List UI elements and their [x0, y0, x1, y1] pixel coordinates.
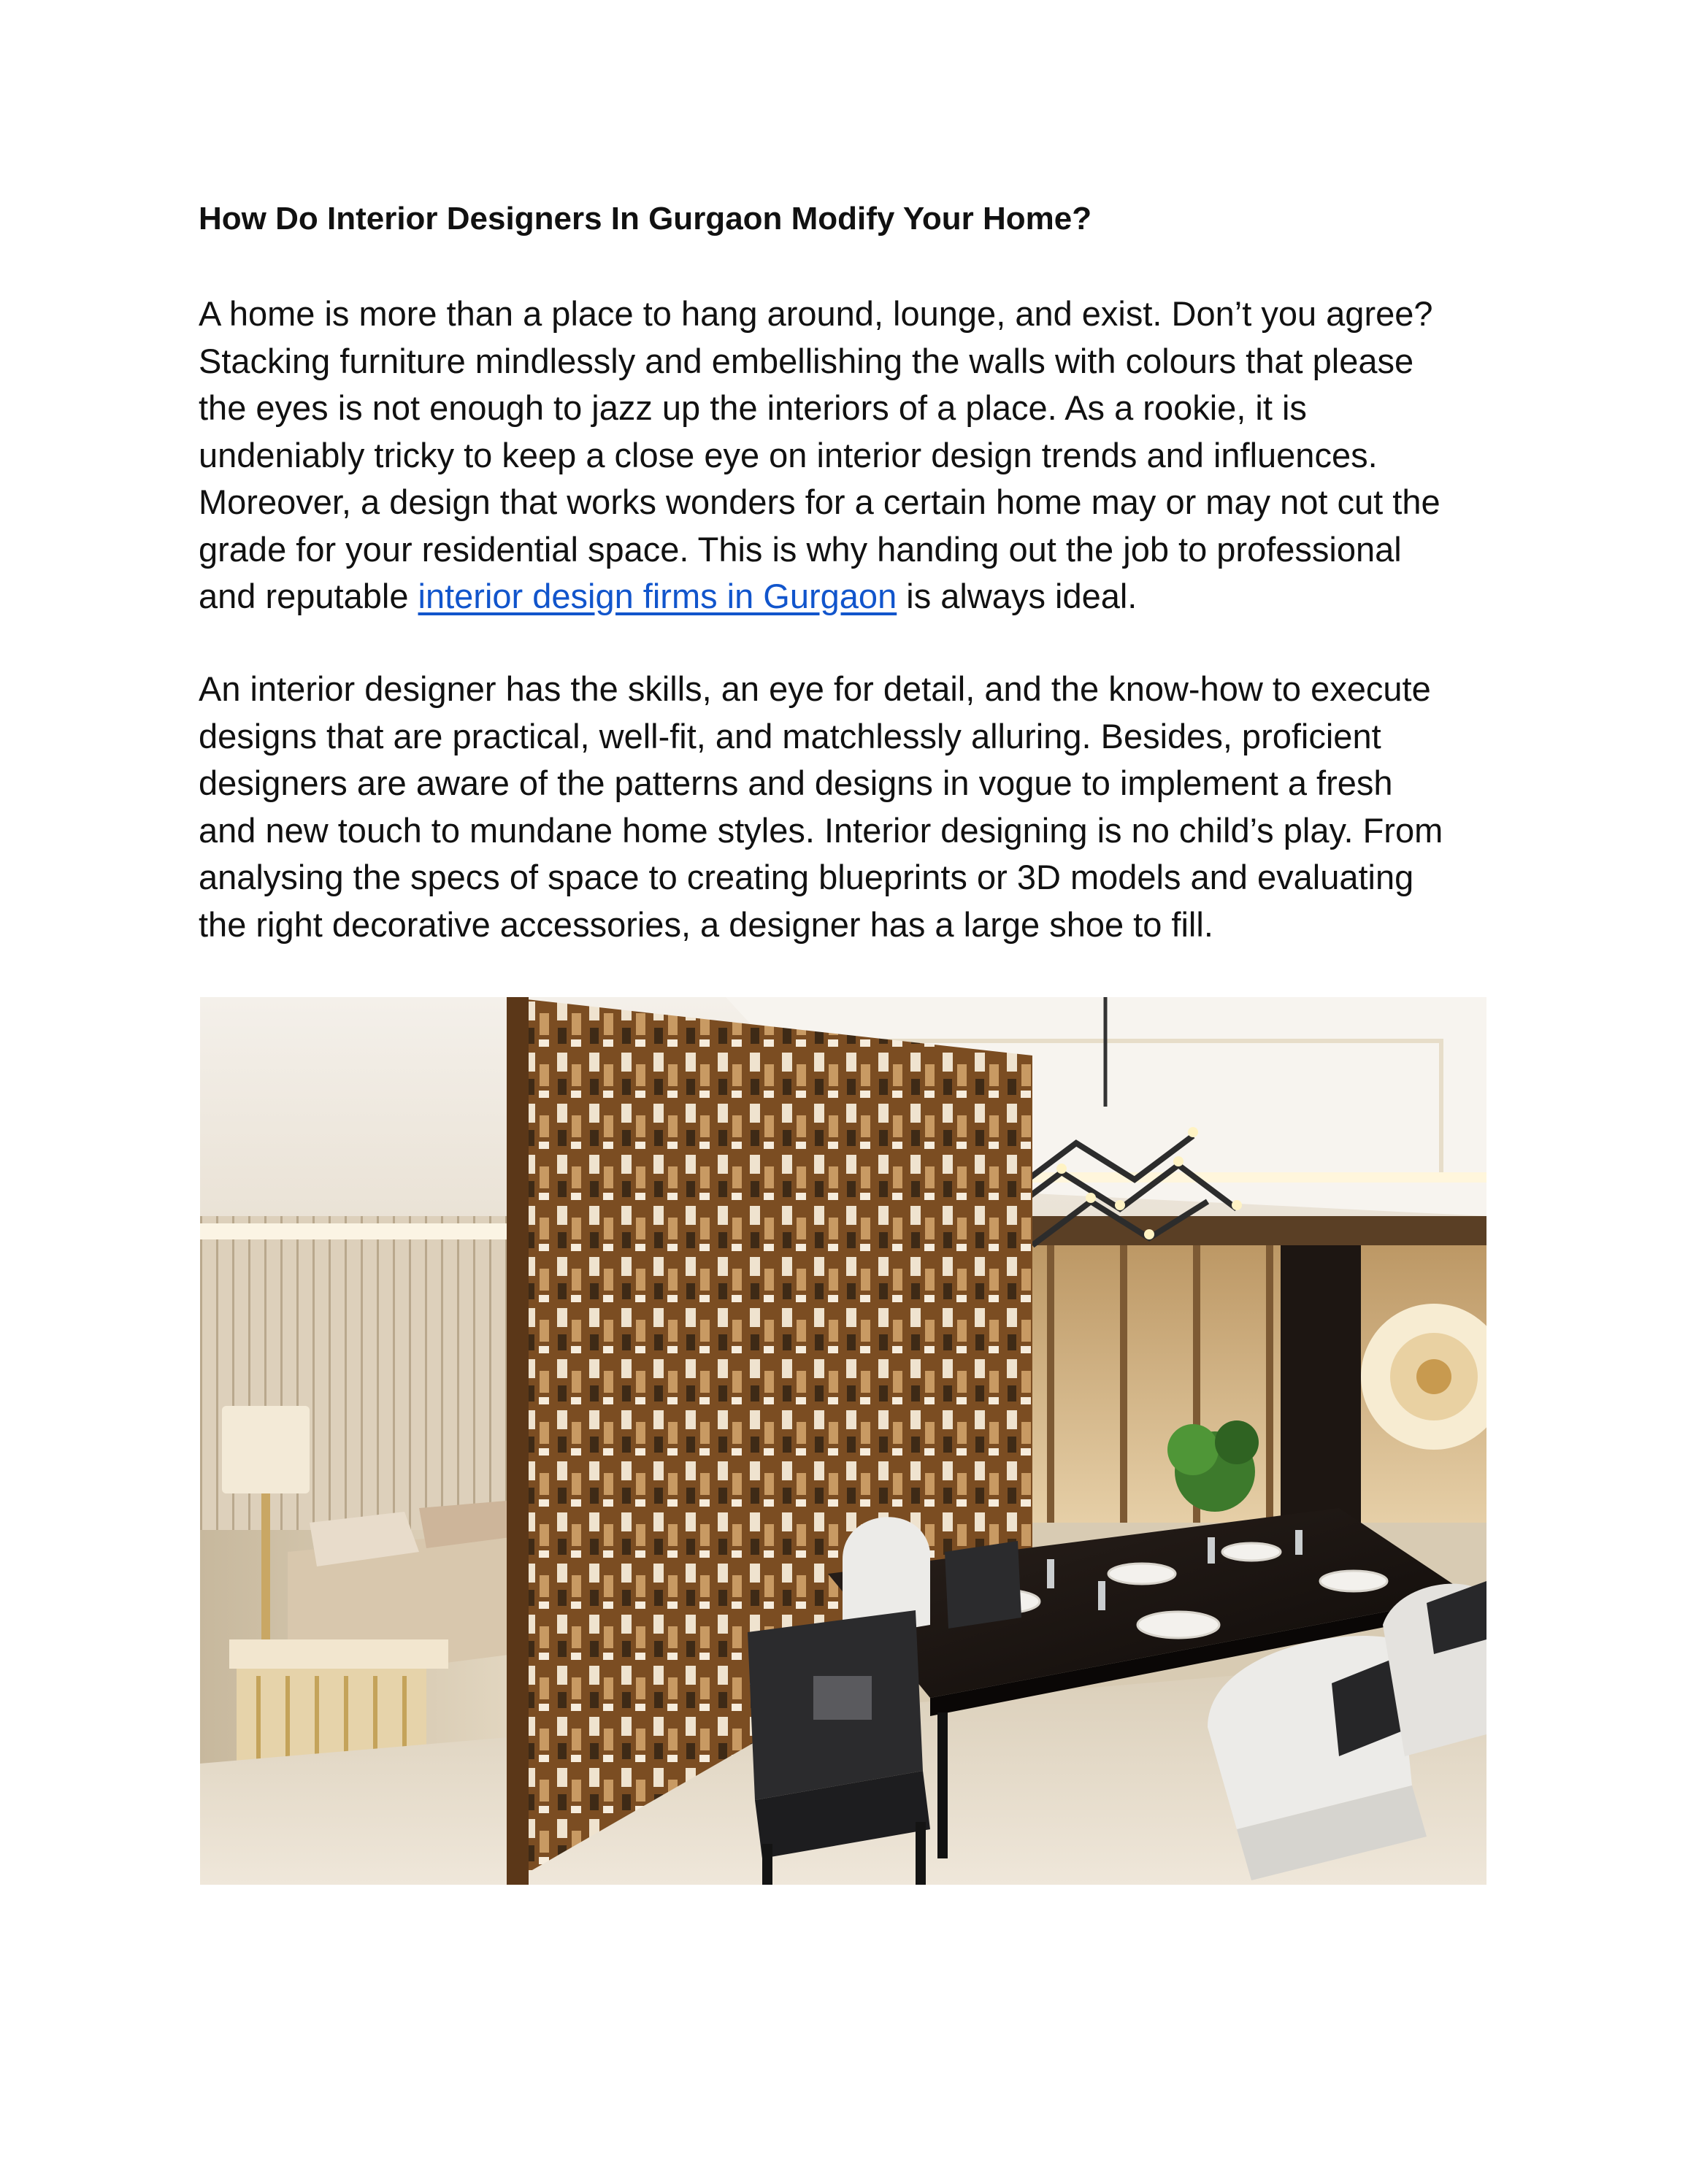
paragraph-line: designs that are practical, well-fit, and matchlessly alluring. Besides, proficient — [199, 716, 1381, 755]
paragraph-line: and new touch to mundane home styles. Interior designing is no child’s play. From — [199, 810, 1443, 850]
paragraph-intro — [199, 291, 1513, 620]
interior-design-firms-link[interactable]: interior design firms in Gurgaon — [418, 577, 897, 615]
paragraph-line: An interior designer has the skills, an eye for detail, and the know-how to execute — [199, 669, 1431, 708]
paragraph-line: Moreover, a design that works wonders for a certain home may or may not cut the — [199, 482, 1440, 521]
paragraph-line: A home is more than a place to hang around, lounge, and exist. Don’t you agree? — [199, 294, 1433, 333]
paragraph-line: undeniably tricky to keep a close eye on interior design trends and influences. — [199, 435, 1378, 474]
paragraph-line: the eyes is not enough to jazz up the interiors of a place. As a rookie, it is — [199, 388, 1307, 427]
dining-room-photo — [200, 997, 1486, 1885]
paragraph-line: the right decorative accessories, a designer has a large shoe to fill. — [199, 904, 1213, 944]
paragraph-line: designers are aware of the patterns and designs in vogue to implement a fresh — [199, 764, 1393, 802]
paragraph-line: Stacking furniture mindlessly and embellishing the walls with colours that please — [199, 341, 1414, 380]
paragraph-line: grade for your residential space. This is why handing out the job to professional — [199, 529, 1402, 569]
article-title: How Do Interior Designers In Gurgaon Modify Your Home? — [199, 201, 1092, 237]
text-after-link: is always ideal. — [897, 577, 1138, 615]
dining-room-photo-icon — [200, 997, 1486, 1885]
text-before-link: and reputable — [199, 577, 418, 615]
paragraph-line: analysing the specs of space to creating blueprints or 3D models and evaluating — [199, 858, 1414, 896]
paragraph-designer — [199, 666, 1513, 948]
paragraph-line-with-link — [199, 573, 1513, 620]
